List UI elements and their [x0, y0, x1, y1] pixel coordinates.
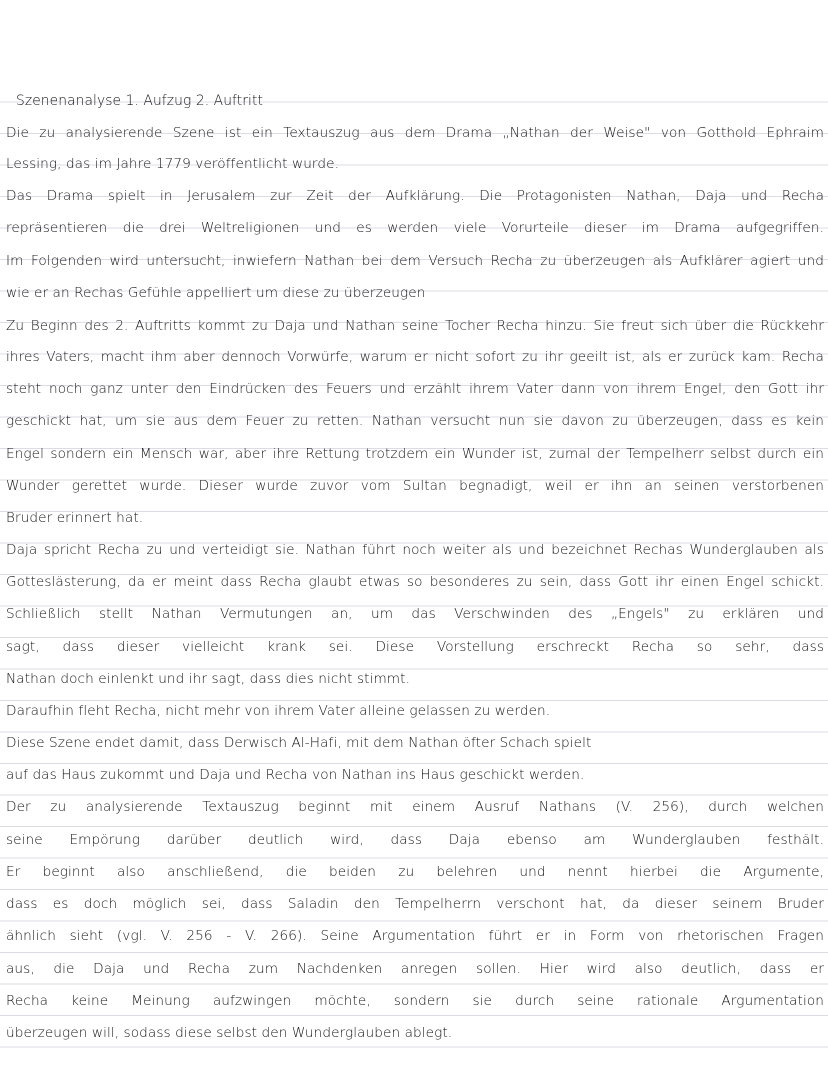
text-line-5: Im Folgenden wird untersucht, inwiefern Nathan bei dem Versuch Recha zu überzeugen als Aufklärer agiert und — [6, 253, 824, 269]
text-line-2: Lessing, das im Jahre 1779 veröffentlicht wurde. — [6, 156, 339, 172]
text-line-27: aus, die Daja und Recha zum Nachdenken anregen sollen. Hier wird also deutlich, dass er — [6, 961, 824, 977]
text-line-11: Engel sondern ein Mensch war, aber ihre Rettung trotzdem ein Wunder ist, zumal der Tempelherr selbst durch ein — [6, 446, 824, 462]
text-line-14: Daja spricht Recha zu und verteidigt sie. Nathan führt noch weiter als und bezeichnet Rechas Wunderglauben als — [6, 542, 824, 558]
document-title: Szenenanalyse 1. Aufzug 2. Auftritt — [16, 93, 263, 109]
text-line-24: Er beginnt also anschließend, die beiden zu belehren und nennt hierbei die Argumente, — [6, 864, 824, 880]
text-line-10: geschickt hat, um sie aus dem Feuer zu retten. Nathan versucht nun sie davon zu überzeugen, dass es kein — [6, 413, 824, 429]
text-line-15: Gotteslästerung, da er meint dass Recha glaubt etwas so besonderes zu sein, dass Gott ihr einen Engel schickt. — [6, 574, 824, 590]
text-line-22: Der zu analysierende Textauszug beginnt mit einem Ausruf Nathans (V. 256), durch welchen — [6, 799, 824, 815]
text-line-26: ähnlich sieht (vgl. V. 256 - V. 266). Seine Argumentation führt er in Form von rhetorischen Fragen — [6, 928, 824, 944]
text-line-29: überzeugen will, sodass diese selbst den Wunderglauben ablegt. — [6, 1025, 453, 1041]
text-line-21: auf das Haus zukommt und Daja und Recha von Nathan ins Haus geschickt werden. — [6, 767, 585, 783]
text-line-19: Daraufhin fleht Recha, nicht mehr von ihrem Vater alleine gelassen zu werden. — [6, 703, 551, 719]
text-line-4: repräsentieren die drei Weltreligionen und es werden viele Vorurteile dieser im Drama aufgegriffen. — [6, 220, 824, 236]
text-line-12: Wunder gerettet wurde. Dieser wurde zuvor vom Sultan begnadigt, weil er ihn an seinen verstorbenen — [6, 478, 824, 494]
text-line-28: Recha keine Meinung aufzwingen möchte, sondern sie durch seine rationale Argumentation — [6, 993, 824, 1009]
text-line-6: wie er an Rechas Gefühle appelliert um diese zu überzeugen — [6, 285, 426, 301]
text-line-9: steht noch ganz unter den Eindrücken des Feuers und erzählt ihrem Vater dann von ihrem Engel, den Gott ihr — [6, 381, 824, 397]
text-line-3: Das Drama spielt in Jerusalem zur Zeit der Aufklärung. Die Protagonisten Nathan, Daja und Recha — [6, 188, 824, 204]
text-line-16: Schließlich stellt Nathan Vermutungen an, um das Verschwinden des „Engels" zu erklären und — [6, 606, 824, 622]
text-line-8: ihres Vaters, macht ihm aber dennoch Vorwürfe, warum er nicht sofort zu ihr geeilt ist, als er zurück kam. Recha — [6, 349, 824, 365]
text-line-7: Zu Beginn des 2. Auftritts kommt zu Daja und Nathan seine Tocher Recha hinzu. Sie freut sich über die Rückkehr — [6, 318, 824, 334]
text-line-18: Nathan doch einlenkt und ihr sagt, dass dies nicht stimmt. — [6, 671, 411, 687]
text-line-20: Diese Szene endet damit, dass Derwisch Al-Hafi, mit dem Nathan öfter Schach spielt — [6, 735, 592, 751]
text-line-25: dass es doch möglich sei, dass Saladin den Tempelherrn verschont hat, da dieser seinem Bruder — [6, 896, 824, 912]
text-line-17: sagt, dass dieser vielleicht krank sei. Diese Vorstellung erschreckt Recha so sehr, dass — [6, 639, 824, 655]
text-line-23: seine Empörung darüber deutlich wird, dass Daja ebenso am Wunderglauben festhält. — [6, 832, 824, 848]
text-line-1: Die zu analysierende Szene ist ein Textauszug aus dem Drama „Nathan der Weise" von Gotthold Ephraim — [6, 125, 824, 141]
text-line-13: Bruder erinnert hat. — [6, 510, 144, 526]
